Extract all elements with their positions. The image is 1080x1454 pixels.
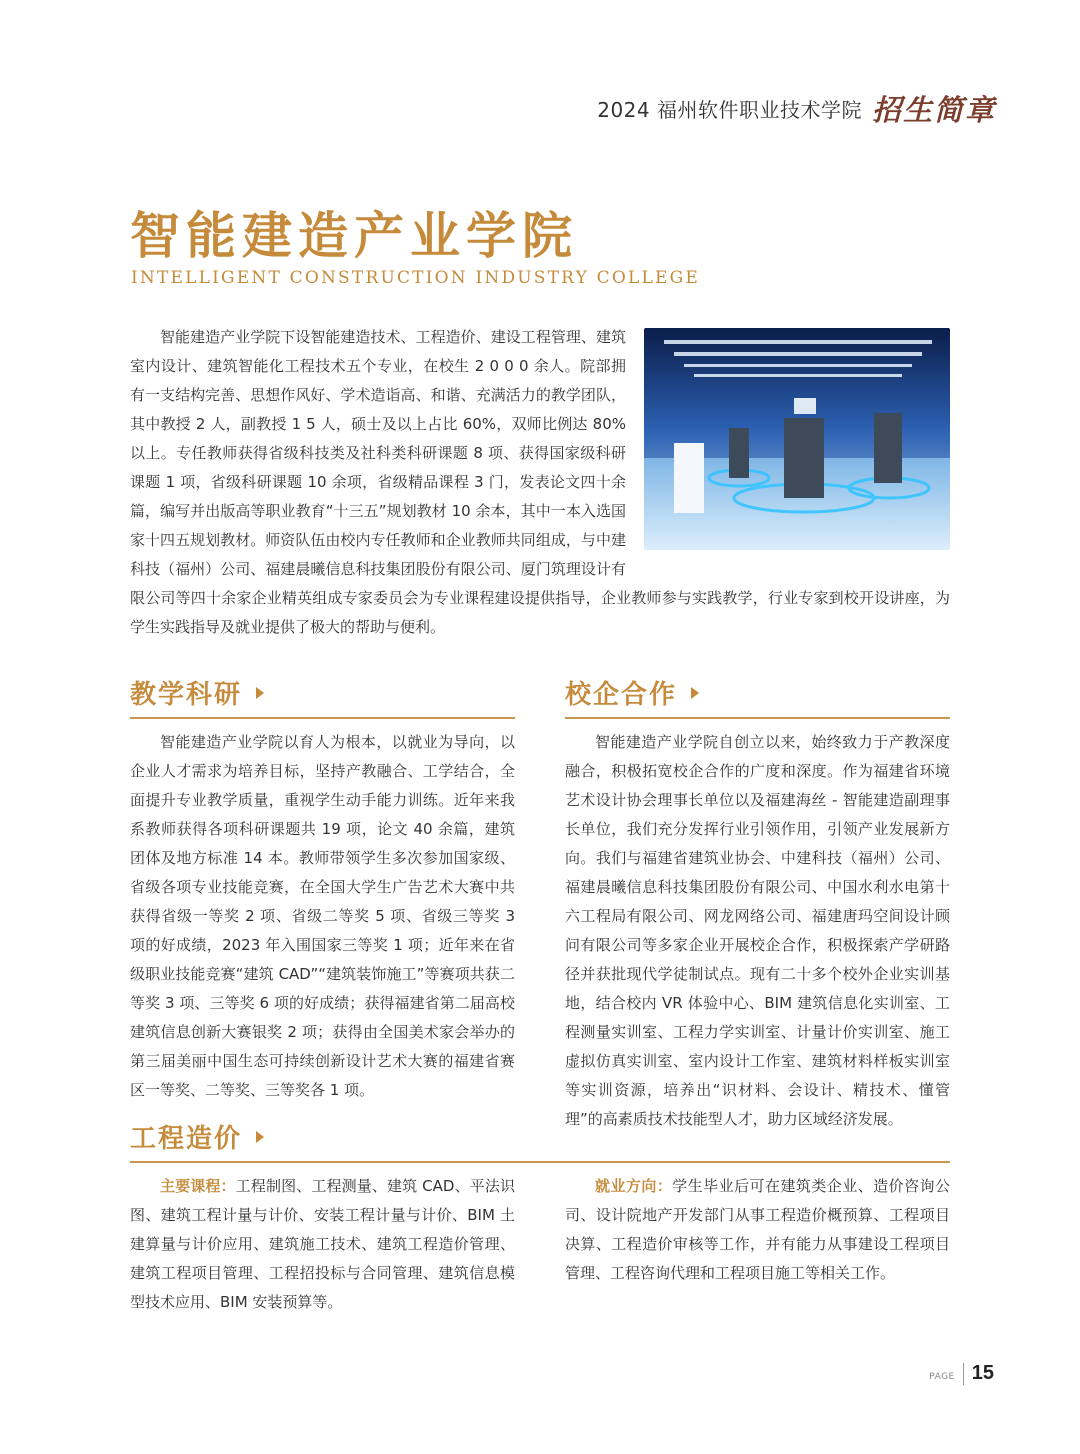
- intro-paragraph: 智能建造产业学院下设智能建造技术、工程造价、建设工程管理、建筑室内设计、建筑智能化工程技术五个专业，在校生 2 0 0 0 余人。院部拥有一支结构完善、思想作风好、学术造诣高、和谐、充满活力的教学团队，其中教授 2 人，副教授 1 5 人，硕士及以上占比 60%，双师比例达 80%以上。专任教师获得省级科技类及社科类科研课题 8 项、获得国家级科研课题 1 项，省级科研课题 10 余项，省级精品课程 3 门，发表论文四十余篇，编写并出版高等职业教育“十三五”规划教材 10 余本，其中一本入选国家十四五规划教材。师资队伍由校内专任教师和企业教师共同组成，与中建科技（福州）公司、福建晨曦信息科技集团股份有限公司、厦门筑理设计有限公司等四十余家企业精英组成专家委员会为专业课程建设提供指导，企业教师参与实践教学，行业专家到校开设讲座，为学生实践指导及就业提供了极大的帮助与便利。: [130, 328, 950, 636]
- teaching-paragraph: 智能建造产业学院以育人为根本，以就业为导向，以企业人才需求为培养目标，坚持产教融合、工学结合，全面提升专业教学质量，重视学生动手能力训练。近年来我系教师获得各项科研课题共 19 项，论文 40 余篇，建筑团体及地方标准 14 本。教师带领学生多次参加国家级、省级各项专业技能竞赛，在全国大学生广告艺术大赛中共获得省级一等奖 2 项、省级二等奖 5 项、省级三等奖 3 项的好成绩，2023 年入围国家三等奖 1 项；近年来在省级职业技能竞赛“建筑 CAD”“建筑装饰施工”等赛项共获二等奖 3 项、三等奖 6 项的好成绩；获得福建省第二届高校建筑信息创新大赛银奖 2 项；获得由全国美术家会举办的第三届美丽中国生态可持续创新设计艺术大赛的福建省赛区一等奖、二等奖、三等奖各 1 项。: [130, 733, 515, 1099]
- cooperation-heading-text: 校企合作: [565, 680, 678, 710]
- career-paragraph: [565, 1172, 950, 1288]
- arrow-right-icon: [691, 687, 699, 699]
- cost-heading-text: 工程造价: [130, 1124, 243, 1154]
- section-cooperation-heading: [565, 674, 950, 719]
- page-number: 15: [971, 1362, 994, 1384]
- cooperation-section: [565, 728, 950, 1134]
- courses-text: 工程制图、工程测量、建筑 CAD、平法识图、建筑工程计量与计价、安装工程计量与计价、BIM 土建算量与计价应用、建筑施工技术、建筑工程造价管理、建筑工程项目管理、工程招投标与合同管理、建筑信息模型技术应用、BIM 安装预算等。: [130, 1177, 515, 1311]
- career-text: 学生毕业后可在建筑类企业、造价咨询公司、设计院地产开发部门从事工程造价概预算、工程项目决算、工程造价审核等工作，并有能力从事建设工程项目管理、工程咨询代理和工程项目施工等相关工作。: [565, 1177, 950, 1282]
- courses-paragraph: [130, 1172, 515, 1317]
- intro-section: [130, 323, 950, 642]
- courses-label: 主要课程：: [160, 1177, 236, 1195]
- header-script-title: 招生简章: [871, 93, 996, 127]
- career-label: 就业方向：: [595, 1177, 673, 1195]
- page-word: PAGE: [929, 1372, 955, 1382]
- page-subtitle: INTELLIGENT CONSTRUCTION INDUSTRY COLLEGE: [131, 268, 701, 288]
- teaching-heading-text: 教学科研: [130, 680, 243, 710]
- section-cost-heading: [130, 1118, 950, 1163]
- arrow-right-icon: [256, 1131, 264, 1143]
- page-title: 智能建造产业学院: [130, 207, 578, 265]
- section-teaching-heading: [130, 674, 515, 719]
- vr-lab-illustration: [644, 328, 950, 550]
- teaching-section: [130, 728, 515, 1105]
- cost-courses-section: [130, 1172, 515, 1317]
- arrow-right-icon: [256, 687, 264, 699]
- cost-career-section: [565, 1172, 950, 1288]
- footer-divider: [963, 1363, 964, 1385]
- page-header: [597, 88, 996, 129]
- vr-lab-photo: [644, 328, 950, 550]
- cooperation-paragraph: 智能建造产业学院自创立以来，始终致力于产教深度融合，积极拓宽校企合作的广度和深度。作为福建省环境艺术设计协会理事长单位以及福建海丝 - 智能建造副理事长单位，我们充分发挥行业引领作用，引领产业发展新方向。我们与福建省建筑业协会、中建科技（福州）公司、福建晨曦信息科技集团股份有限公司、中国水利水电第十六工程局有限公司、网龙网络公司、福建唐玛空间设计顾问有限公司等多家企业开展校企合作，积极探索产学研路径并获批现代学徒制试点。现有二十多个校外企业实训基地，结合校内 VR 体验中心、BIM 建筑信息化实训室、工程测量实训室、工程力学实训室、计量计价实训室、施工虚拟仿真实训室、室内设计工作室、建筑材料样板实训室等实训资源，培养出“识材料、会设计、精技术、懂管理”的高素质技术技能型人才，助力区域经济发展。: [565, 733, 950, 1128]
- header-title: 2024 福州软件职业技术学院: [597, 98, 862, 122]
- page-footer: [929, 1362, 994, 1385]
